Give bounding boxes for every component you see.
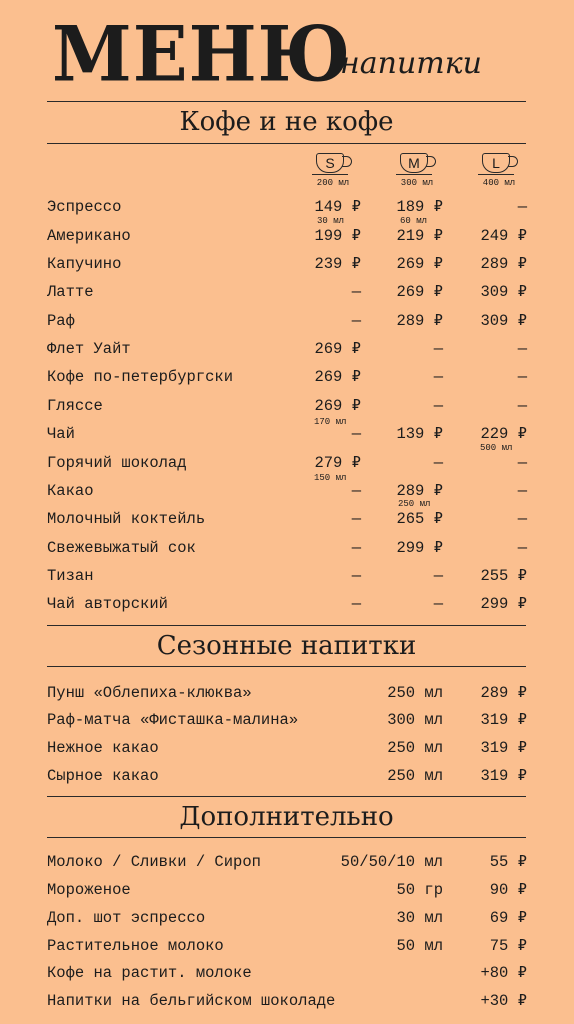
- item-name: Раф: [47, 312, 75, 330]
- price-large: —: [517, 198, 527, 216]
- section-title-coffee: Кофе и не кофе: [179, 107, 394, 137]
- price-small: —: [351, 595, 361, 613]
- volume-note: 170 мл: [314, 417, 347, 427]
- menu-item: [47, 280, 527, 304]
- item-price: 90 ₽: [489, 881, 527, 899]
- cup-volume: 200 мл: [316, 178, 350, 188]
- menu-item: [47, 394, 527, 418]
- item-volume: 50 мл: [396, 937, 443, 955]
- item-price: 319 ₽: [480, 739, 527, 757]
- price-medium: 299 ₽: [396, 539, 443, 557]
- price-medium: —: [433, 567, 443, 585]
- item-volume: 250 мл: [387, 739, 443, 757]
- item-name: Растительное молоко: [47, 937, 224, 955]
- item-name: Латте: [47, 283, 94, 301]
- cup-volume: 300 мл: [400, 178, 434, 188]
- volume-note: 500 мл: [480, 443, 513, 453]
- price-small: —: [351, 567, 361, 585]
- divider: [47, 666, 526, 667]
- divider: [47, 796, 526, 797]
- item-name: Капучино: [47, 255, 122, 273]
- item-name: Сырное какао: [47, 767, 159, 785]
- price-small: 269 ₽: [314, 368, 361, 386]
- menu-item: [47, 195, 527, 219]
- menu-item: [47, 252, 527, 276]
- menu-subtitle: напитки: [340, 46, 482, 81]
- price-medium: 265 ₽: [396, 510, 443, 528]
- menu-item: [47, 365, 527, 389]
- item-name: Молочный коктейль: [47, 510, 206, 528]
- price-large: 255 ₽: [480, 567, 527, 585]
- item-name: Кофе по-петербургски: [47, 368, 234, 386]
- volume-note: 250 мл: [398, 499, 431, 509]
- price-small: —: [351, 510, 361, 528]
- item-name: Доп. шот эспрессо: [47, 909, 206, 927]
- menu-item: [47, 564, 527, 588]
- menu-item: [47, 708, 527, 732]
- price-large: —: [517, 368, 527, 386]
- menu-item: [47, 592, 527, 616]
- price-small: 269 ₽: [314, 340, 361, 358]
- menu-item: [47, 989, 527, 1013]
- item-volume: 30 мл: [396, 909, 443, 927]
- item-name: Молоко / Сливки / Сироп: [47, 853, 261, 871]
- price-medium: 189 ₽: [396, 198, 443, 216]
- volume-note: 30 мл: [317, 216, 345, 226]
- item-volume: 250 мл: [387, 684, 443, 702]
- item-name: Чай авторский: [47, 595, 168, 613]
- price-large: —: [517, 539, 527, 557]
- menu-item: [47, 309, 527, 333]
- cup-size-label: L: [482, 153, 510, 173]
- price-small: —: [351, 482, 361, 500]
- item-price: 55 ₽: [489, 853, 527, 871]
- price-small: 279 ₽: [314, 454, 361, 472]
- menu-item: [47, 961, 527, 985]
- item-volume: 50/50/10 мл: [340, 853, 443, 871]
- price-medium: —: [433, 595, 443, 613]
- item-volume: 250 мл: [387, 767, 443, 785]
- price-large: —: [517, 482, 527, 500]
- price-small: 269 ₽: [314, 397, 361, 415]
- price-large: —: [517, 340, 527, 358]
- volume-note: 150 мл: [314, 473, 347, 483]
- menu-item: [47, 736, 527, 760]
- divider: [47, 143, 526, 144]
- item-name: Тизан: [47, 567, 94, 585]
- price-large: 229 ₽: [480, 425, 527, 443]
- price-large: 309 ₽: [480, 283, 527, 301]
- price-small: 149 ₽: [314, 198, 361, 216]
- menu-item: [47, 681, 527, 705]
- cup-small-icon: [316, 153, 354, 177]
- item-name: Горячий шоколад: [47, 454, 187, 472]
- price-small: —: [351, 283, 361, 301]
- item-price: 319 ₽: [480, 767, 527, 785]
- volume-note: 60 мл: [400, 216, 428, 226]
- menu-item: [47, 906, 527, 930]
- item-name: Свежевыжатый сок: [47, 539, 196, 557]
- item-volume: 300 мл: [387, 711, 443, 729]
- price-small: 199 ₽: [314, 227, 361, 245]
- menu-item: [47, 934, 527, 958]
- item-name: Пунш «Облепиха-клюква»: [47, 684, 252, 702]
- price-medium: 219 ₽: [396, 227, 443, 245]
- menu-title: МЕНЮ: [52, 8, 352, 99]
- menu-item: [47, 507, 527, 531]
- item-name: Какао: [47, 482, 94, 500]
- price-medium: 289 ₽: [396, 482, 443, 500]
- item-price: 319 ₽: [480, 711, 527, 729]
- price-small: —: [351, 539, 361, 557]
- cup-size-label: M: [400, 153, 428, 173]
- item-price: 289 ₽: [480, 684, 527, 702]
- menu-item: [47, 536, 527, 560]
- item-price: 69 ₽: [489, 909, 527, 927]
- price-large: —: [517, 510, 527, 528]
- price-large: 299 ₽: [480, 595, 527, 613]
- price-medium: —: [433, 454, 443, 472]
- item-name: Эспрессо: [47, 198, 122, 216]
- item-price: +30 ₽: [480, 992, 527, 1010]
- price-small: 239 ₽: [314, 255, 361, 273]
- item-name: Флет Уайт: [47, 340, 131, 358]
- item-price: +80 ₽: [480, 964, 527, 982]
- item-volume: 50 гр: [396, 881, 443, 899]
- section-title-seasonal: Сезонные напитки: [156, 631, 417, 661]
- divider: [47, 625, 526, 626]
- item-name: Кофе на растит. молоке: [47, 964, 252, 982]
- menu-item: [47, 479, 527, 503]
- price-large: 289 ₽: [480, 255, 527, 273]
- price-small: —: [351, 312, 361, 330]
- section-title-extras: Дополнительно: [179, 802, 394, 832]
- item-name: Напитки на бельгийском шоколаде: [47, 992, 336, 1010]
- price-medium: —: [433, 340, 443, 358]
- item-name: Раф-матча «Фисташка-малина»: [47, 711, 299, 729]
- item-name: Гляссе: [47, 397, 103, 415]
- price-large: —: [517, 397, 527, 415]
- price-large: —: [517, 454, 527, 472]
- price-medium: —: [433, 368, 443, 386]
- cup-size-label: S: [316, 153, 344, 173]
- menu-item: [47, 224, 527, 248]
- price-large: 249 ₽: [480, 227, 527, 245]
- divider: [47, 837, 526, 838]
- item-name: Нежное какао: [47, 739, 159, 757]
- cup-large-icon: [482, 153, 520, 177]
- price-small: —: [351, 425, 361, 443]
- menu-item: [47, 764, 527, 788]
- price-large: 309 ₽: [480, 312, 527, 330]
- menu-item: [47, 878, 527, 902]
- menu-item: [47, 422, 527, 446]
- cup-medium-icon: [400, 153, 438, 177]
- price-medium: 269 ₽: [396, 255, 443, 273]
- item-name: Мороженое: [47, 881, 131, 899]
- menu-item: [47, 850, 527, 874]
- divider: [47, 101, 526, 102]
- item-name: Американо: [47, 227, 131, 245]
- cup-volume: 400 мл: [482, 178, 516, 188]
- item-name: Чай: [47, 425, 75, 443]
- price-medium: 139 ₽: [396, 425, 443, 443]
- menu-item: [47, 337, 527, 361]
- price-medium: —: [433, 397, 443, 415]
- price-medium: 289 ₽: [396, 312, 443, 330]
- item-price: 75 ₽: [489, 937, 527, 955]
- menu-item: [47, 451, 527, 475]
- price-medium: 269 ₽: [396, 283, 443, 301]
